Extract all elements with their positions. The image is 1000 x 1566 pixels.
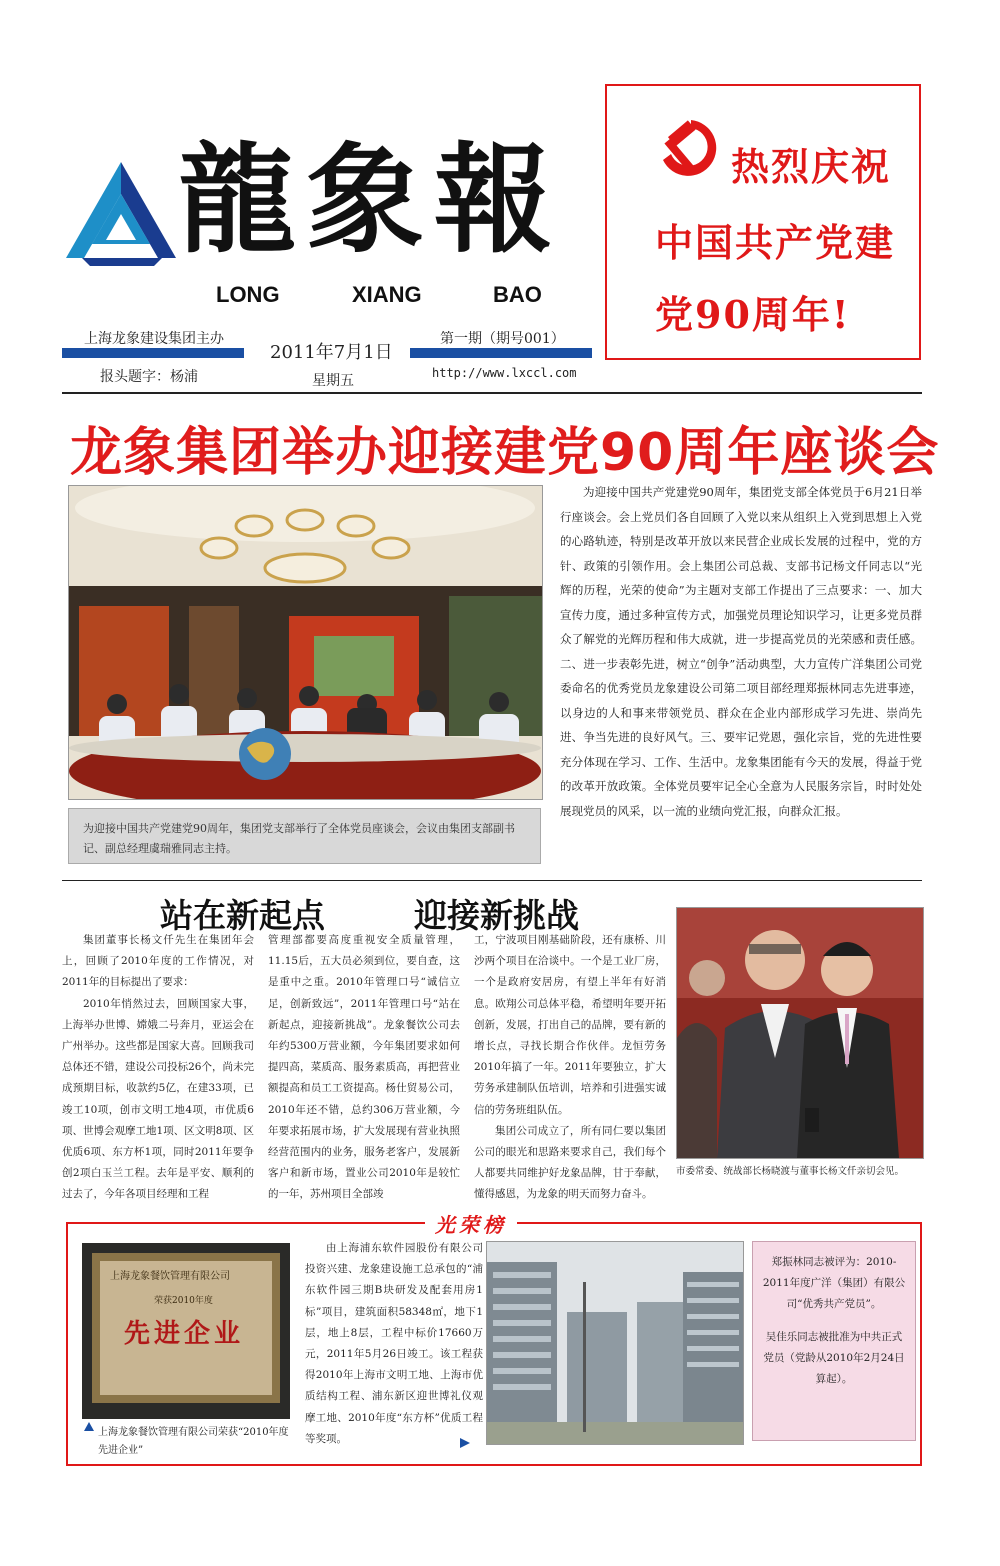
honor-notice-1: 郑振林同志被评为：2010-2011年度广洋（集团）有限公司“优秀共产党员”。 — [762, 1256, 906, 1310]
certificate-caption: 上海龙象餐饮管理有限公司荣获“2010年度先进企业” — [98, 1427, 289, 1456]
section2-headline-right: 迎接新挑战 — [414, 896, 579, 935]
section-divider — [62, 880, 922, 881]
masthead-pinyin-bao: BAO — [493, 282, 542, 307]
section2-headline-left: 站在新起点 — [160, 896, 325, 935]
company-logo — [62, 158, 180, 268]
section2-col2-para: 管理部都要高度重视安全质量管理，11.15后，五大员必须到位，要自查，这是重中之重。2010年管理口号“诚信立足，创新致远”，2011年管理口号“站在新起点，迎接新挑战”。龙象餐饮公司去年约5300万营业额，今年集团要求如何提四高，菜质高、服务素质高，再把营业额提高和员工工资提高。杨仕贸易公司，2010年还不错，总约306万营业额，今年要求拓展市场，扩大发展现有营业执照经营范围内的业务，服务老客户，发展新客户和新市场，置业公司2010年是较忙的一年，苏州项目全部竣 — [268, 934, 460, 1201]
leaders-photo — [676, 907, 924, 1159]
masthead-date: 2011年7月1日 — [270, 342, 393, 363]
section2-col1-para-2: 2010年悄然过去，回顾国家大事，上海举办世博、嫦娥二号奔月，亚运会在广州举办。这些都是国家大喜。回顾我司总体还不错，建设公司投标26个，尚未完成预期目标，收款约5亿，在建33项，已竣工10项，创市文明工地4项，市优质6项、世博会观摩工地1项、区文明8项、区优质6项、东方杯1项，同时2011年要争创2项白玉兰工程。去年是平安、顺利的过去了，今年各项目经理和工程 — [62, 997, 254, 1201]
masthead-url[interactable]: http://www.lxccl.com — [432, 366, 577, 380]
certificate-award: 先进企业 — [124, 1319, 245, 1349]
certificate-year: 荣获2010年度 — [154, 1296, 213, 1306]
honor-project-text: 由上海浦东软件园股份有限公司投资兴建、龙象建设施工总承包的“浦东软件园三期B块研发及配套用房1标”项目，建筑面积58348㎡，地下1层，地上8层，工程中标价17660万元，2011年5月26日竣工。该工程获得2010年上海市文明工地、上海市优质结构工程、浦东新区迎世博礼仪观摩工地、2010年度“东方杯”优质工程等奖项。 — [305, 1242, 483, 1445]
section2-column-1 — [62, 930, 254, 1206]
info-bar-left — [62, 348, 244, 358]
certificate-company: 上海龙象餐饮管理有限公司 — [110, 1271, 230, 1282]
meeting-photo-caption: 为迎接中国共产党建党90周年，集团党支部举行了全体党员座谈会，会议由集团支部副书记、副总经理虞瑞雅同志主持。 — [68, 808, 541, 864]
masthead-pinyin-xiang: XIANG — [352, 282, 422, 307]
celebrate-line-3: 党90周年! — [655, 292, 851, 337]
honor-pink-notice — [752, 1241, 916, 1441]
honor-roll-title: 光荣榜 — [425, 1209, 517, 1238]
masthead-sponsor: 上海龙象建设集团主办 — [84, 331, 224, 347]
main-headline: 龙象集团举办迎接建党90周年座谈会 — [70, 423, 940, 483]
section2-column-2 — [268, 930, 460, 1206]
masthead-weekday: 星期五 — [312, 373, 354, 389]
celebrate-line-1: 热烈庆祝 — [731, 144, 892, 189]
arrow-right-icon — [460, 1438, 470, 1448]
certificate-photo — [82, 1243, 290, 1419]
honor-notice-2: 吴佳乐同志被批准为中共正式党员（党龄从2010年2月24日算起）。 — [763, 1331, 905, 1385]
masthead-calligrapher: 报头题字：杨浦 — [100, 369, 198, 385]
celebrate-box — [605, 84, 921, 360]
leaders-photo-caption: 市委常委、统战部长杨晓渡与董事长杨文仟亲切会见。 — [676, 1166, 905, 1177]
hammer-sickle-icon — [651, 114, 723, 186]
meeting-photo — [68, 485, 543, 800]
info-bar-right — [410, 348, 592, 358]
article-meeting-body: 为迎接中国共产党建党90周年，集团党支部全体党员于6月21日举行座谈会。会上党员们各自回顾了入党以来从组织上入党到思想上入党的心路轨迹，特别是改革开放以来民营企业成长发展的过程中，党的方针、政策的引领作用。会上集团公司总裁、支部书记杨文仟同志以“光辉的历程，光荣的使命”为主题对支部工作提出了三点要求：一、加大宣传力度，通过多种宣传方式，加强党员理论知识学习，让更多党员群众了解党的光辉历程和伟大成就，进一步提高党员的光荣感和责任感。二、进一步表彰先进，树立“创争”活动典型，大力宣传广洋集团公司党委命名的优秀党员龙象建设公司第二项目部经理郑振林同志先进事迹，以身边的人和事来带领党员、群众在企业内部形成学习先进、崇尚先进、争当先进的良好风气。三、要牢记党恩，强化宗旨，党的先进性要充分体现在学习、工作、生活中。龙象集团能有今天的发展，得益于党的改革开放政策。全体党员要牢记全心全意为人民服务宗旨，时时处处展现党员的风采，以一流的业绩向党汇报，向群众汇报。 — [560, 485, 922, 818]
section2-col1-para-1: 集团董事长杨文仟先生在集团年会上，回顾了2010年度的工作情况，对2011年的目标提出了要求： — [62, 934, 254, 989]
section2-col3-para-2: 集团公司成立了，所有同仁要以集团公司的眼光和思路来要求自己，我们每个人都要共同维护好龙象品牌，甘于奉献，懂得感恩，为龙象的明天而努力奋斗。 — [474, 1124, 666, 1201]
masthead-pinyin-long: LONG — [216, 282, 280, 307]
masthead-issue: 第一期（期号001） — [440, 331, 565, 347]
section2-column-3 — [474, 930, 666, 1206]
section2-col3-para-1: 工，宁波项目刚基础阶段，还有康桥、川沙两个项目在洽谈中。一个是工业厂房，一个是政府安居房，有望上半年有好消息。欧翔公司总体平稳，希望明年要开拓创新，发展，打出自己的品牌，要有新的增长点，寻找长期合作伙伴。龙恒劳务2010年搞了一年。2011年要独立，扩大劳务承建制队伍培训，培养和引进强实诚信的劳务班组队伍。 — [474, 934, 666, 1116]
celebrate-line-2: 中国共产党建 — [655, 220, 896, 265]
masthead-divider — [62, 392, 922, 394]
software-park-photo — [486, 1241, 744, 1445]
masthead-title: 龍象報 — [178, 130, 563, 269]
